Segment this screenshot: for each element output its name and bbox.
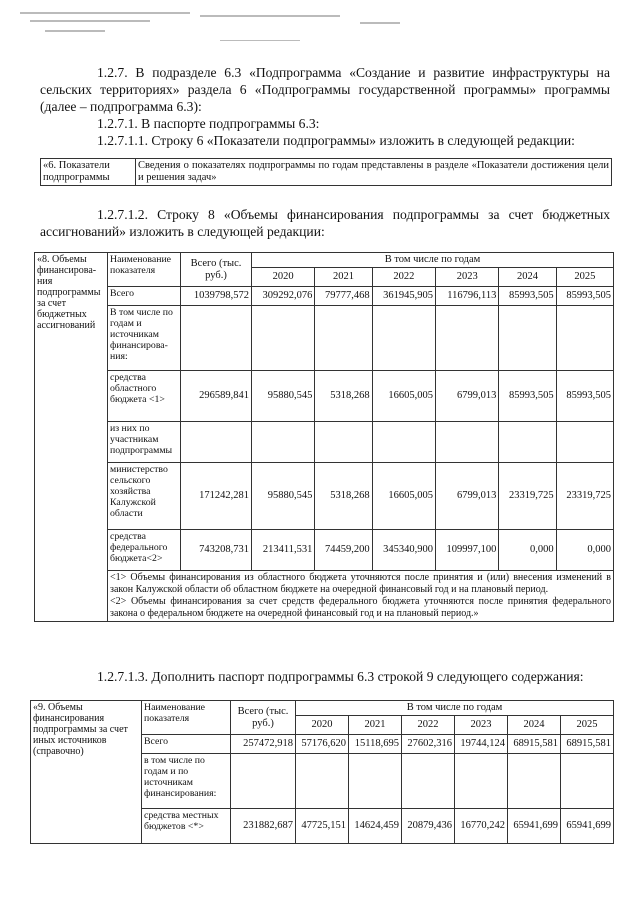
col-name-header: Наименование показателя [142, 701, 231, 735]
row-value: 19744,124 [455, 735, 508, 754]
row-value: 5318,268 [315, 371, 372, 422]
year-header: 2021 [315, 268, 372, 287]
row-value [436, 306, 499, 371]
table-notes [108, 571, 614, 622]
row-value [252, 422, 315, 463]
col-years-header: В том числе по годам [296, 701, 614, 716]
paragraph-1-2-7-1-3: 1.2.7.1.3. Дополнить паспорт подпрограммы 6.3 строкой 9 следующего содержания: [97, 669, 584, 684]
table-row [35, 306, 614, 371]
year-header: 2022 [372, 268, 435, 287]
table-header-row [31, 701, 614, 716]
row-total: 257472,918 [231, 735, 296, 754]
row-value: 309292,076 [252, 287, 315, 306]
row-value: 116796,113 [436, 287, 499, 306]
col-total-header: Всего (тыс. руб.) [231, 701, 296, 735]
row-value: 5318,268 [315, 463, 372, 530]
col-total-header: Всего (тыс. руб.) [181, 253, 252, 287]
year-header: 2022 [402, 716, 455, 735]
row-value: 213411,531 [252, 530, 315, 571]
row-value [402, 754, 455, 809]
row-value: 361945,905 [372, 287, 435, 306]
row-value [296, 754, 349, 809]
note-1: <1> Объемы финансирования из областного бюджета уточняются после принятия и (или) внесения изменений в закон Калужской области об областном бюджете на очередной финансовый год и на плановый период. [110, 572, 611, 595]
year-header: 2020 [252, 268, 315, 287]
row-value [349, 754, 402, 809]
row-value: 109997,100 [436, 530, 499, 571]
row-label: «6. Показатели подпрограммы [41, 159, 136, 186]
table-row [35, 463, 614, 530]
year-header: 2020 [296, 716, 349, 735]
row-value [252, 306, 315, 371]
table-indicators [40, 158, 612, 186]
row-value [315, 306, 372, 371]
row-name: в том числе по годам и по источникам финансирования: [142, 754, 231, 809]
year-header: 2025 [561, 716, 614, 735]
row-total: 743208,731 [181, 530, 252, 571]
row-value: 0,000 [556, 530, 613, 571]
row-value: 16605,005 [372, 371, 435, 422]
row-value: 14624,459 [349, 809, 402, 844]
row-value: 16605,005 [372, 463, 435, 530]
year-header: 2023 [436, 268, 499, 287]
scan-noise [0, 0, 639, 60]
row-value: 95880,545 [252, 463, 315, 530]
row-label: «9. Объемы финансирования подпрограммы за счет иных источников (справочно) [31, 701, 142, 844]
row-total: 171242,281 [181, 463, 252, 530]
row-text: Сведения о показателях подпрограммы по годам представлены в разделе «Показатели достижения цели и решения задач» [136, 159, 612, 186]
table-row [35, 371, 614, 422]
row-value [455, 754, 508, 809]
row-value: 85993,505 [556, 371, 613, 422]
row-value: 345340,900 [372, 530, 435, 571]
year-header: 2021 [349, 716, 402, 735]
paragraph-1-2-7-1-1: 1.2.7.1.1. Строку 6 «Показатели подпрограммы» изложить в следующей редакции: [97, 133, 575, 148]
row-value [556, 422, 613, 463]
paragraph-1-2-7-1: 1.2.7.1. В паспорте подпрограммы 6.3: [97, 116, 320, 131]
row-total [181, 306, 252, 371]
row-value: 23319,725 [556, 463, 613, 530]
paragraph-1-2-7: 1.2.7. В подразделе 6.3 «Подпрограмма «Создание и развитие инфраструктуры на сельских территориях» раздела 6 «Подпрограммы государственной программы» программы (далее – подпрограмма 6.3): [40, 65, 610, 114]
table-financing-budget [34, 252, 614, 622]
row-value: 85993,505 [499, 371, 556, 422]
year-header: 2023 [455, 716, 508, 735]
row-value: 74459,200 [315, 530, 372, 571]
row-total [231, 754, 296, 809]
row-value [436, 422, 499, 463]
row-value: 85993,505 [499, 287, 556, 306]
row-value [561, 754, 614, 809]
row-value: 79777,468 [315, 287, 372, 306]
row-value: 27602,316 [402, 735, 455, 754]
row-value: 65941,699 [561, 809, 614, 844]
row-value: 85993,505 [556, 287, 613, 306]
row-name: В том числе по годам и источникам финансирова-ния: [108, 306, 181, 371]
row-total [181, 422, 252, 463]
table-note-row [35, 571, 614, 622]
row-value: 47725,151 [296, 809, 349, 844]
table-row [41, 159, 612, 186]
row-value: 16770,242 [455, 809, 508, 844]
row-value: 6799,013 [436, 463, 499, 530]
row-name: Всего [108, 287, 181, 306]
row-value: 95880,545 [252, 371, 315, 422]
year-header: 2025 [556, 268, 613, 287]
note-2: <2> Объемы финансирования за счет средств федерального бюджета уточняются после принятия федерального закона о федеральном бюджете на очередной финансовый год и на плановый период.» [110, 596, 611, 619]
row-value: 20879,436 [402, 809, 455, 844]
row-name: средства областного бюджета <1> [108, 371, 181, 422]
row-name: министерство сельского хозяйства Калужской области [108, 463, 181, 530]
table-row [35, 422, 614, 463]
row-value: 6799,013 [436, 371, 499, 422]
row-name: средства федерального бюджета<2> [108, 530, 181, 571]
row-value: 57176,620 [296, 735, 349, 754]
paragraph-1-2-7-1-2: 1.2.7.1.2. Строку 8 «Объемы финансирования подпрограммы за счет бюджетных ассигнований» изложить в следующей редакции: [40, 207, 610, 239]
year-header: 2024 [508, 716, 561, 735]
row-value: 15118,695 [349, 735, 402, 754]
table-row [35, 530, 614, 571]
col-name-header: Наименование показателя [108, 253, 181, 287]
row-total: 296589,841 [181, 371, 252, 422]
table-row [35, 287, 614, 306]
year-header: 2024 [499, 268, 556, 287]
row-value [372, 306, 435, 371]
row-name: средства местных бюджетов <*> [142, 809, 231, 844]
row-total: 1039798,572 [181, 287, 252, 306]
row-value [499, 422, 556, 463]
row-value [556, 306, 613, 371]
col-years-header: В том числе по годам [252, 253, 614, 268]
row-name: Всего [142, 735, 231, 754]
table-financing-other [30, 700, 614, 844]
row-value [315, 422, 372, 463]
row-value: 68915,581 [561, 735, 614, 754]
row-name: из них по участникам подпрограммы [108, 422, 181, 463]
row-value [508, 754, 561, 809]
row-value: 0,000 [499, 530, 556, 571]
row-value [499, 306, 556, 371]
table-header-row [35, 253, 614, 268]
row-value [372, 422, 435, 463]
row-value: 68915,581 [508, 735, 561, 754]
row-value: 23319,725 [499, 463, 556, 530]
row-value: 65941,699 [508, 809, 561, 844]
row-total: 231882,687 [231, 809, 296, 844]
row-label: «8. Объемы финансирова-ния подпрограммы за счет бюджетных ассигнований [35, 253, 108, 622]
